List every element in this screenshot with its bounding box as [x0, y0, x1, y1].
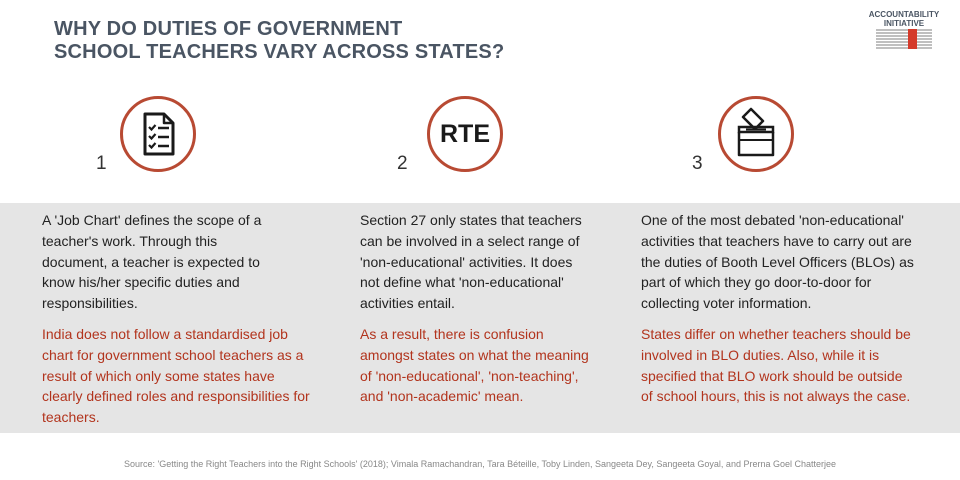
column-3-highlight: States differ on whether teachers should be involved in BLO duties. Also, while it is specified that BLO work should be outside of school hours, this is not always the case.: [641, 326, 911, 405]
logo-line-1: ACCOUNTABILITY: [868, 10, 940, 19]
step-number-2: 2: [397, 153, 408, 174]
column-1-highlight: India does not follow a standardised job chart for government school teachers as a result of which only some states have clearly defined roles and responsibilities for teachers.: [42, 326, 310, 426]
column-2-highlight: As a result, there is confusion amongst states on what the meaning of 'non-educational', 'non-teaching', and 'non-academic' mean.: [360, 326, 589, 405]
book-stack-icon: [874, 24, 934, 50]
column-2-text: Section 27 only states that teachers can be involved in a select range of 'non-educational' activities. It does not define what 'non-educational' activities entail.: [360, 212, 582, 312]
step-number-3: 3: [692, 153, 703, 174]
title-line-2: SCHOOL TEACHERS VARY ACROSS STATES?: [54, 41, 505, 63]
column-1-text: A 'Job Chart' defines the scope of a teacher's work. Through this document, a teacher is expected to know his/her specific duties and responsibilities.: [42, 212, 262, 312]
checklist-document-icon: [123, 99, 193, 169]
source-citation: Source: 'Getting the Right Teachers into the Right Schools' (2018); Vimala Ramachandran, Tara Béteille, Toby Linden, Sangeeta Dey, Sangeeta Goyal, and Prerna Goel Chatterjee: [123, 459, 837, 469]
icon-circle-1: [120, 96, 196, 172]
logo-line-2: INITIATIVE: [883, 19, 925, 28]
title-line-1: WHY DO DUTIES OF GOVERNMENT: [54, 18, 403, 40]
page-title: [54, 18, 504, 64]
accountability-initiative-logo: [856, 10, 952, 50]
rte-icon-label: RTE: [440, 120, 490, 148]
ballot-box-icon: [721, 99, 791, 169]
step-number-1: 1: [96, 153, 107, 174]
icon-circle-2: [427, 96, 503, 172]
icon-circle-3: [718, 96, 794, 172]
column-3-text: One of the most debated 'non-educational' activities that teachers have to carry out are the duties of Booth Level Officers (BLOs) as part of which they go door-to-door for collecting voter information.: [641, 212, 914, 312]
